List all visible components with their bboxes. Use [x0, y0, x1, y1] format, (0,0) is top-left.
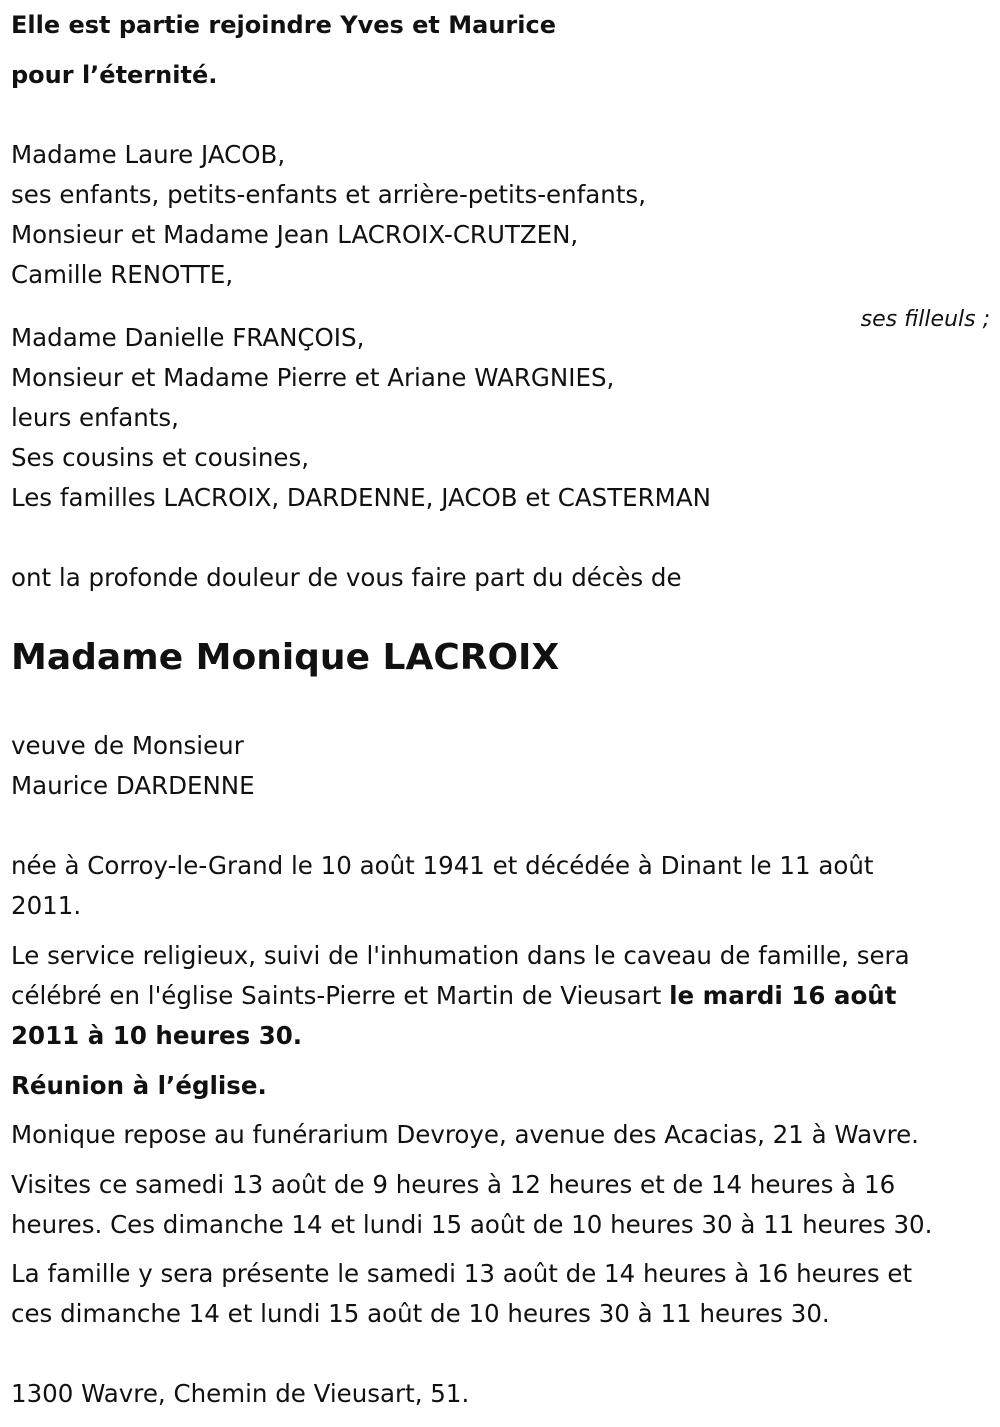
- filleuls-label: ses filleuls ;: [860, 307, 990, 332]
- visites-line-2: heures. Ces dimanche 14 et lundi 15 août de 10 heures 30 à 11 heures 30.: [11, 1210, 933, 1239]
- birth-death-line-1: née à Corroy-le-Grand le 10 août 1941 et décédée à Dinant le 11 août: [11, 851, 874, 880]
- family-line: Monsieur et Madame Jean LACROIX-CRUTZEN,: [11, 220, 579, 249]
- birth-death-line-2: 2011.: [11, 891, 82, 920]
- family-line: Les familles LACROIX, DARDENNE, JACOB et CASTERMAN: [11, 483, 711, 512]
- family-line: Madame Laure JACOB,: [11, 140, 286, 169]
- family-line: Camille RENOTTE,: [11, 260, 234, 289]
- family-line: leurs enfants,: [11, 403, 179, 432]
- reunion-text: Réunion à l’église.: [11, 1071, 267, 1100]
- intro-line-1: Elle est partie rejoindre Yves et Maurice: [11, 11, 556, 39]
- family-line: Ses cousins et cousines,: [11, 443, 309, 472]
- service-text: célébré en l'église Saints-Pierre et Martin de Vieusart: [11, 981, 670, 1010]
- address-text: 1300 Wavre, Chemin de Vieusart, 51.: [11, 1379, 470, 1408]
- service-line-2: [11, 976, 896, 1016]
- widow-line-1: veuve de Monsieur: [11, 731, 244, 760]
- family-line: Monsieur et Madame Pierre et Ariane WARGNIES,: [11, 363, 615, 392]
- family-line: Madame Danielle FRANÇOIS,: [11, 323, 365, 352]
- deceased-name: Madame Monique LACROIX: [11, 637, 560, 678]
- service-line-1: Le service religieux, suivi de l'inhumation dans le caveau de famille, sera: [11, 941, 910, 970]
- family-line: ses enfants, petits-enfants et arrière-petits-enfants,: [11, 180, 646, 209]
- announcement-text: ont la profonde douleur de vous faire part du décès de: [11, 563, 682, 592]
- widow-line-2: Maurice DARDENNE: [11, 771, 255, 800]
- famille-presente-line-1: La famille y sera présente le samedi 13 août de 14 heures à 16 heures et: [11, 1259, 913, 1288]
- repose-text: Monique repose au funérarium Devroye, avenue des Acacias, 21 à Wavre.: [11, 1120, 919, 1149]
- intro-line-2: pour l’éternité.: [11, 61, 218, 89]
- service-line-3: 2011 à 10 heures 30.: [11, 1021, 303, 1050]
- famille-presente-line-2: ces dimanche 14 et lundi 15 août de 10 heures 30 à 11 heures 30.: [11, 1299, 830, 1328]
- service-date: le mardi 16 août: [669, 981, 897, 1010]
- visites-line-1: Visites ce samedi 13 août de 9 heures à 12 heures et de 14 heures à 16: [11, 1170, 896, 1199]
